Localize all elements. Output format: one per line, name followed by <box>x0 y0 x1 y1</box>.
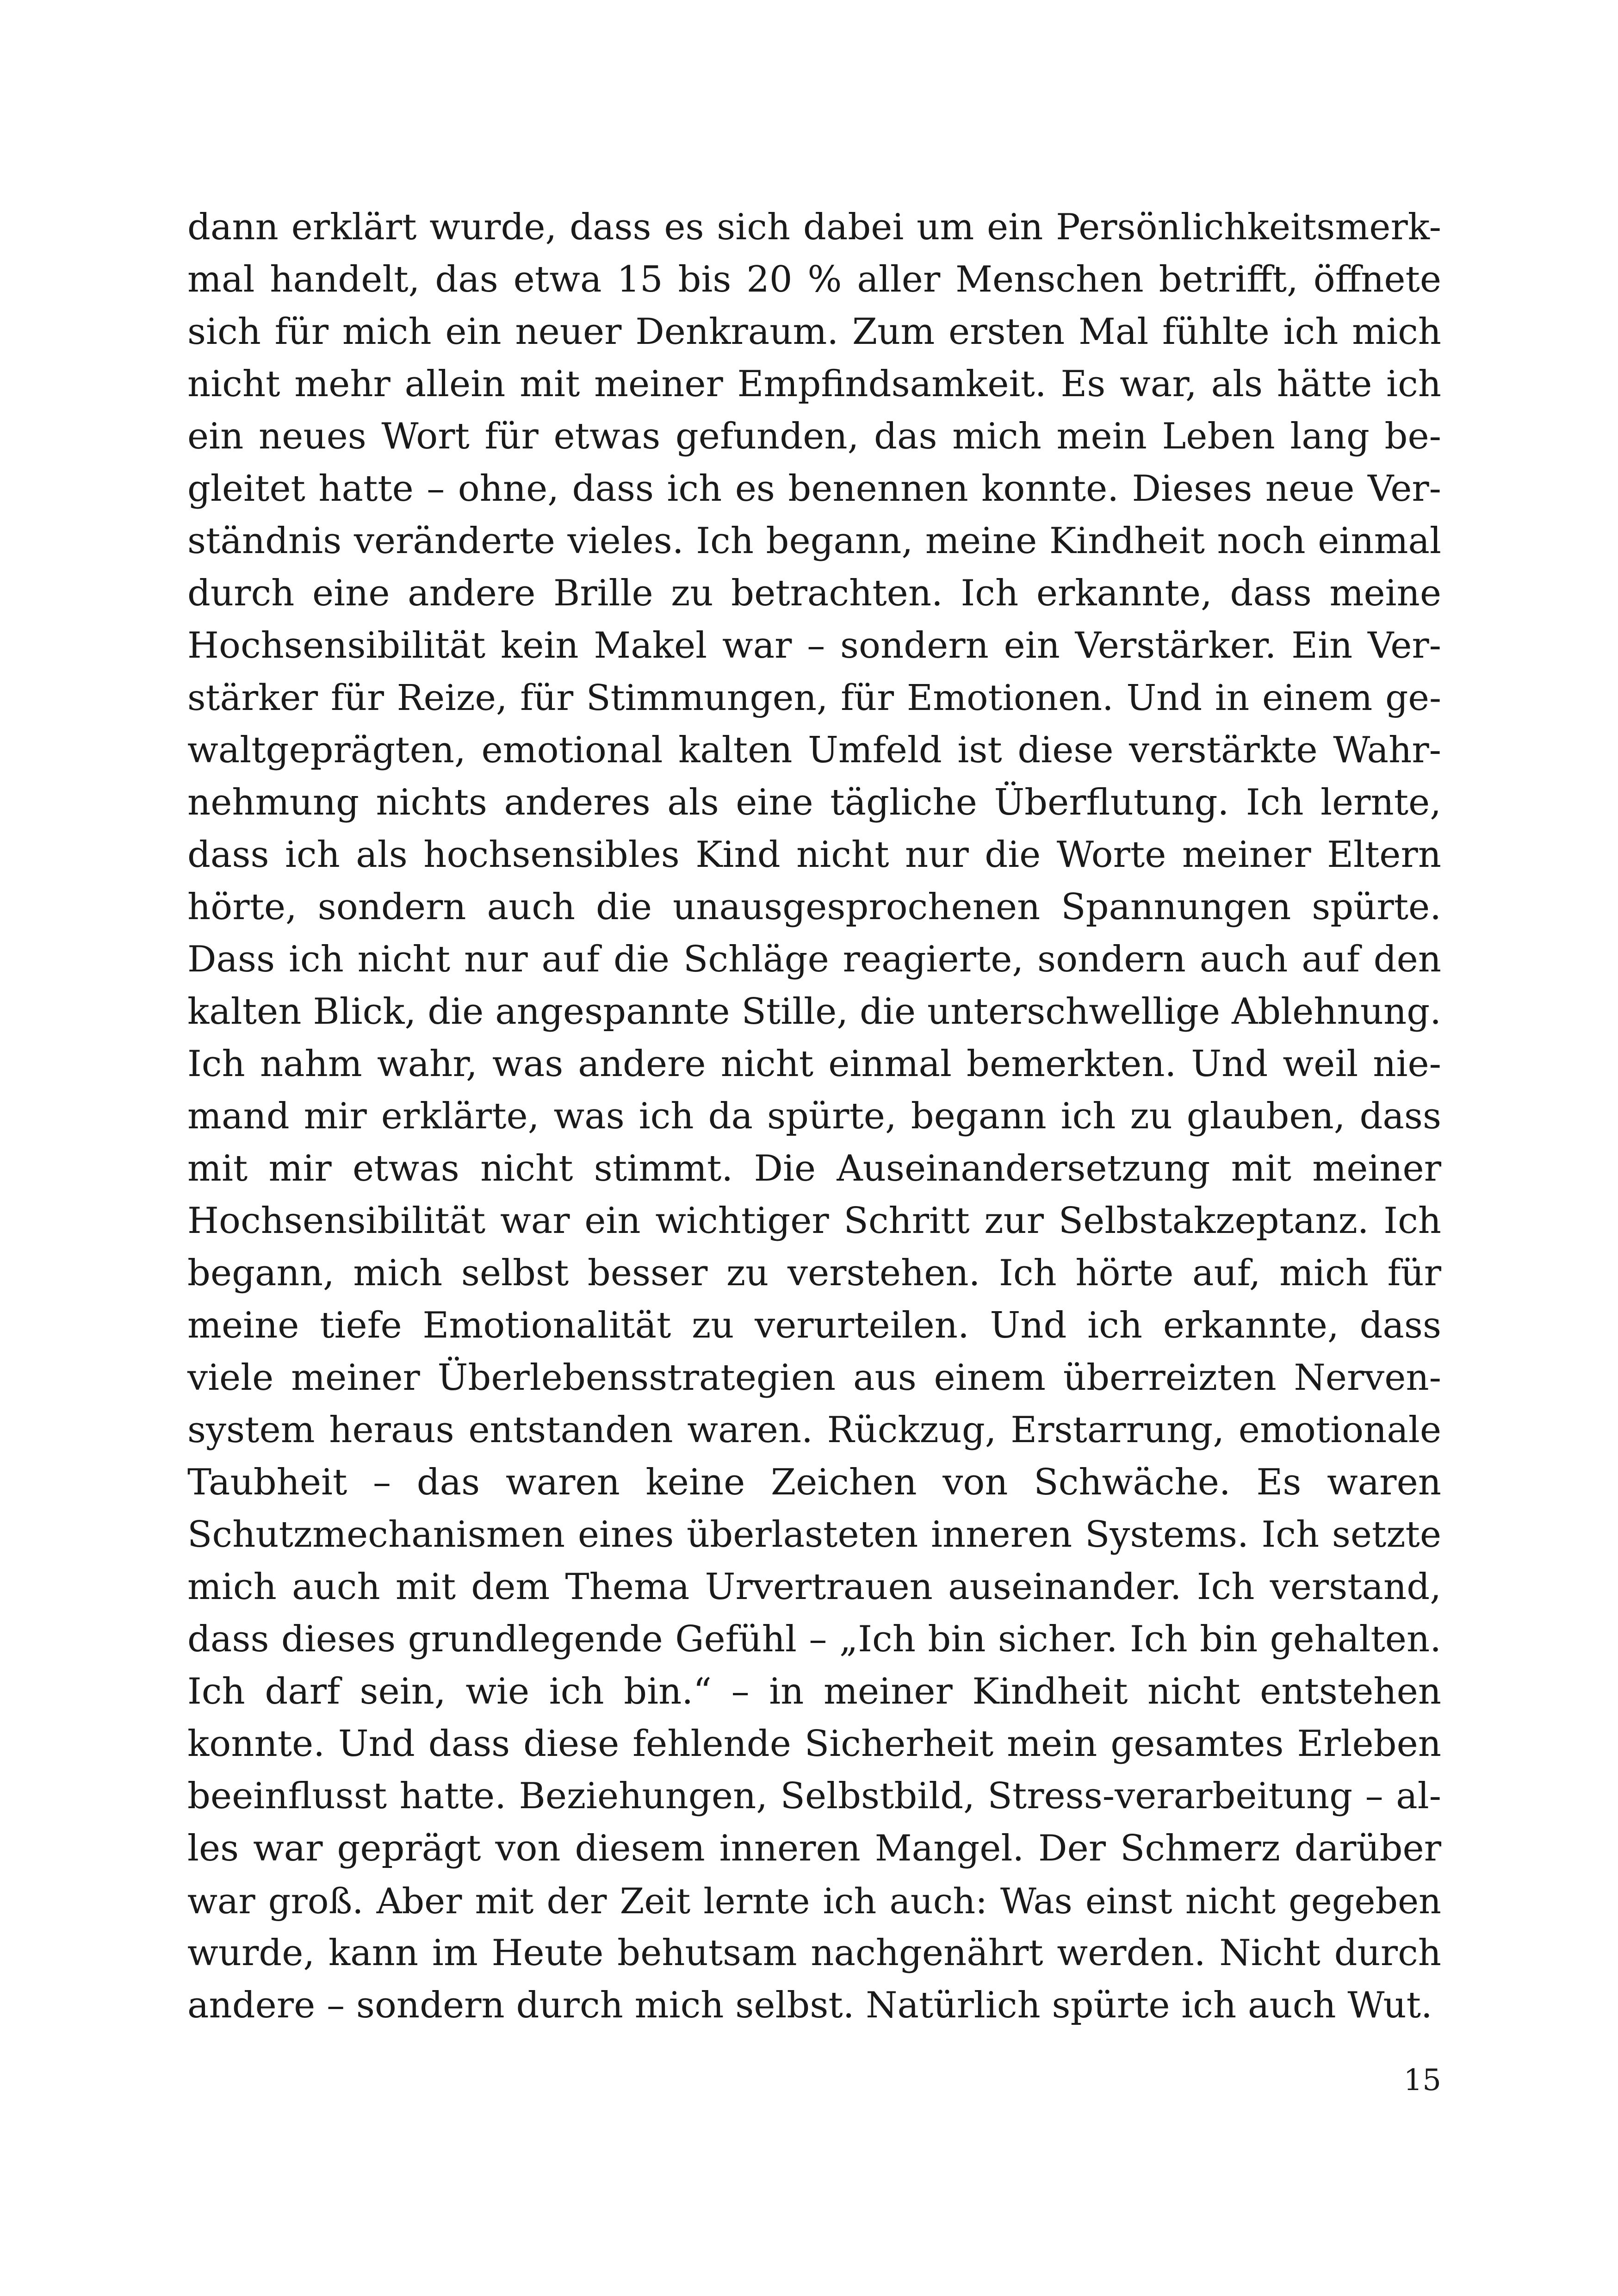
text-line: meine tiefe Emotionalität zu verurteilen. Und ich erkannte, dass <box>187 1305 1441 1346</box>
text-line: Ich nahm wahr, was andere nicht einmal bemerkten. Und weil nie- <box>187 1043 1441 1085</box>
text-line: Hochsensibilität kein Makel war – sondern ein Verstärker. Ein Ver- <box>187 625 1441 666</box>
text-line: ein neues Wort für etwas gefunden, das mich mein Leben lang be- <box>187 416 1441 457</box>
text-line: Hochsensibilität war ein wichtiger Schritt zur Selbstakzeptanz. Ich <box>187 1200 1441 1242</box>
text-line: dann erklärt wurde, dass es sich dabei um ein Persönlichkeitsmerk- <box>187 206 1441 248</box>
text-line: sich für mich ein neuer Denkraum. Zum ersten Mal fühlte ich mich <box>187 311 1441 353</box>
text-line: konnte. Und dass diese fehlende Sicherheit mein gesamtes Erleben <box>187 1723 1441 1765</box>
text-line: Taubheit – das waren keine Zeichen von Schwäche. Es waren <box>187 1462 1441 1503</box>
text-line: viele meiner Überlebensstrategien aus einem überreizten Nerven- <box>187 1357 1441 1399</box>
text-line: war groß. Aber mit der Zeit lernte ich auch: Was einst nicht gegeben <box>187 1880 1441 1922</box>
text-line: mal handelt, das etwa 15 bis 20 % aller Menschen betrifft, öffnete <box>187 259 1441 300</box>
text-line: nehmung nichts anderes als eine tägliche Überflutung. Ich lernte, <box>187 782 1441 823</box>
text-line: Schutzmechanismen eines überlasteten inneren Systems. Ich setzte <box>187 1514 1441 1556</box>
text-line: begann, mich selbst besser zu verstehen. Ich hörte auf, mich für <box>187 1252 1441 1294</box>
text-line: andere – sondern durch mich selbst. Natürlich spürte ich auch Wut. <box>187 1985 1432 2026</box>
text-line: Ich darf sein, wie ich bin.“ – in meiner Kindheit nicht entstehen <box>187 1671 1441 1712</box>
text-line: system heraus entstanden waren. Rückzug, Erstarrung, emotionale <box>187 1409 1441 1451</box>
text-line: mit mir etwas nicht stimmt. Die Auseinandersetzung mit meiner <box>187 1148 1441 1189</box>
text-line: nicht mehr allein mit meiner Empfindsamkeit. Es war, als hätte ich <box>187 363 1441 405</box>
page-number: 15 <box>1403 2063 1441 2097</box>
text-line: mand mir erklärte, was ich da spürte, begann ich zu glauben, dass <box>187 1095 1441 1137</box>
body-text <box>187 201 1441 2032</box>
text-line: les war geprägt von diesem inneren Mangel. Der Schmerz darüber <box>187 1828 1441 1869</box>
text-line: kalten Blick, die angespannte Stille, die unterschwellige Ablehnung. <box>187 991 1441 1033</box>
text-line: stärker für Reize, für Stimmungen, für Emotionen. Und in einem ge- <box>187 678 1441 719</box>
text-line: ständnis veränderte vieles. Ich begann, meine Kindheit noch einmal <box>187 520 1441 562</box>
text-line: dass ich als hochsensibles Kind nicht nur die Worte meiner Eltern <box>187 834 1441 876</box>
text-line: gleitet hatte – ohne, dass ich es benennen konnte. Dieses neue Ver- <box>187 468 1441 510</box>
text-line: dass dieses grundlegende Gefühl – „Ich bin sicher. Ich bin gehalten. <box>187 1618 1441 1660</box>
text-line: waltgeprägten, emotional kalten Umfeld ist diese verstärkte Wahr- <box>187 729 1441 771</box>
text-line: hörte, sondern auch die unausgesprochenen Spannungen spürte. <box>187 886 1441 928</box>
text-line: Dass ich nicht nur auf die Schläge reagierte, sondern auch auf den <box>187 939 1441 980</box>
text-line: beeinflusst hatte. Beziehungen, Selbstbild, Stress-verarbeitung – al- <box>187 1775 1441 1817</box>
text-line: mich auch mit dem Thema Urvertrauen auseinander. Ich verstand, <box>187 1566 1441 1608</box>
text-line: durch eine andere Brille zu betrachten. Ich erkannte, dass meine <box>187 572 1441 614</box>
text-line: wurde, kann im Heute behutsam nachgenährt werden. Nicht durch <box>187 1932 1441 1974</box>
